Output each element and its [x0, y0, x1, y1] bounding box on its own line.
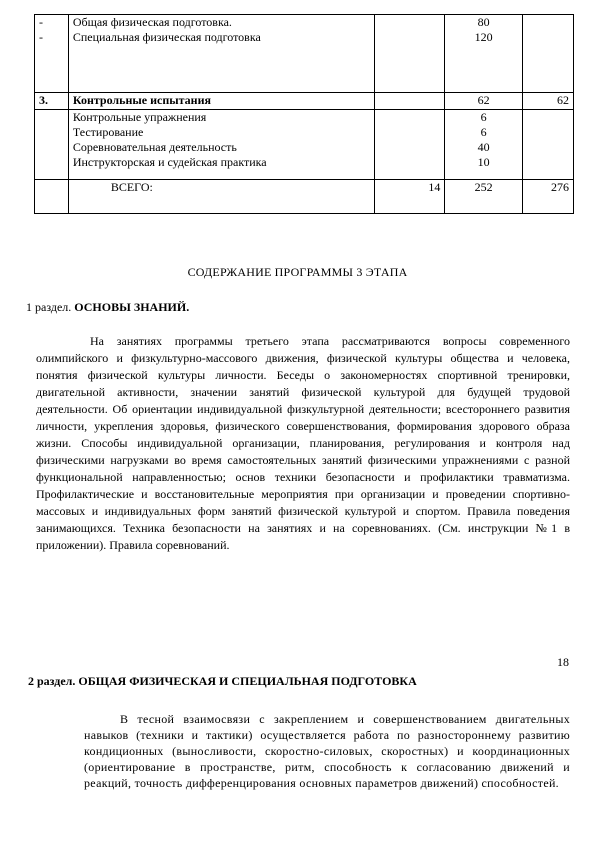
section-2-title: ОБЩАЯ ФИЗИЧЕСКАЯ И СПЕЦИАЛЬНАЯ ПОДГОТОВКА — [78, 674, 417, 688]
section-1-heading — [26, 300, 189, 315]
item-label: Инструкторская и судейская практика — [72, 155, 267, 169]
section-1-paragraph-block — [36, 333, 570, 554]
row-number-cell — [35, 15, 69, 93]
item-value: 40 — [477, 140, 490, 154]
training-plan-table — [34, 14, 574, 214]
section-2-prefix: 2 раздел. — [28, 674, 76, 688]
section-2-heading — [28, 674, 417, 689]
row-number-cell: 3. — [35, 93, 69, 110]
column-a-cell — [375, 15, 445, 93]
section-2-paragraph: В тесной взаимосвязи с закреплением и совершенствованием двигательных навыков (техники и тактики) осуществляется работа по разностороннему развитию кондиционных (выносливости, скоростно-силовых, скоростных) и координационных (ориентирование в пространстве, ритм, способность к согласованию движений и реакций, точность дифференцирования основных параметров движений) способностей. — [84, 712, 570, 790]
column-b-cell: 62 — [445, 93, 522, 110]
item-value: 80 — [477, 15, 490, 29]
row-number-cell — [35, 180, 69, 214]
column-c-cell: 62 — [522, 93, 573, 110]
section-2-paragraph-block — [84, 711, 570, 791]
item-label: Общая физическая подготовка. — [72, 15, 232, 29]
table-row — [35, 93, 574, 110]
item-label: Соревновательная деятельность — [72, 140, 237, 154]
table-row — [35, 180, 574, 214]
row-name-cell — [68, 110, 374, 180]
row-number-cell — [35, 110, 69, 180]
page-number: 18 — [557, 655, 569, 669]
total-label: ВСЕГО: — [110, 180, 153, 194]
program-content-heading: СОДЕРЖАНИЕ ПРОГРАММЫ 3 ЭТАПА — [187, 265, 408, 279]
row-name-cell: Контрольные испытания — [68, 93, 374, 110]
item-label: Тестирование — [72, 125, 144, 139]
column-c-cell — [522, 15, 573, 93]
row-name-cell — [68, 15, 374, 93]
table-row — [35, 15, 574, 93]
column-a-cell — [375, 110, 445, 180]
column-c-cell: 276 — [522, 180, 573, 214]
item-dash: - — [39, 30, 43, 44]
section-1-title: ОСНОВЫ ЗНАНИЙ. — [74, 300, 190, 314]
column-a-cell: 14 — [375, 180, 445, 214]
section-1-prefix: 1 раздел. — [26, 300, 72, 314]
item-label: Специальная физическая подготовка — [72, 30, 261, 44]
column-b-cell — [445, 110, 522, 180]
column-b-cell: 252 — [445, 180, 522, 214]
item-value: 120 — [474, 30, 493, 44]
column-b-cell — [445, 15, 522, 93]
item-label: Контрольные упражнения — [72, 110, 207, 124]
item-dash: - — [39, 15, 43, 29]
item-value: 10 — [477, 155, 490, 169]
column-c-cell — [522, 110, 573, 180]
row-name-cell — [68, 180, 374, 214]
column-a-cell — [375, 93, 445, 110]
section-1-paragraph: На занятиях программы третьего этапа рассматриваются вопросы современного олимпийского и физкультурно-массового движения, физической культуры общества и человека, понятия физической культуры личности. Беседы о закономерностях спортивной тренировки, двигательной активности, значении занятий физической культурой для будущей трудовой деятельности. Об ориентации индивидуальной физкультурной деятельности; всестороннего развития личности, укрепления здоровья, физического совершенствования, формирования здорового образа жизни. Способы индивидуальной организации, планирования, регулирования и контроля над физическими нагрузками во время самостоятельных занятий физическими упражнениями с разной функциональной направленностью; основ техники безопасности и профилактики травматизма. Профилактические и восстановительные мероприятия при организации и проведении спортивно-массовых и индивидуальных форм занятий физической культурой и спортом. Правила поведения занимающихся. Техника безопасности на занятиях и на соревнованиях. (См. инструкции №1 в приложении). Правила соревнований. — [36, 334, 570, 552]
table-row — [35, 110, 574, 180]
item-value: 6 — [480, 125, 487, 139]
item-value: 6 — [480, 110, 487, 124]
